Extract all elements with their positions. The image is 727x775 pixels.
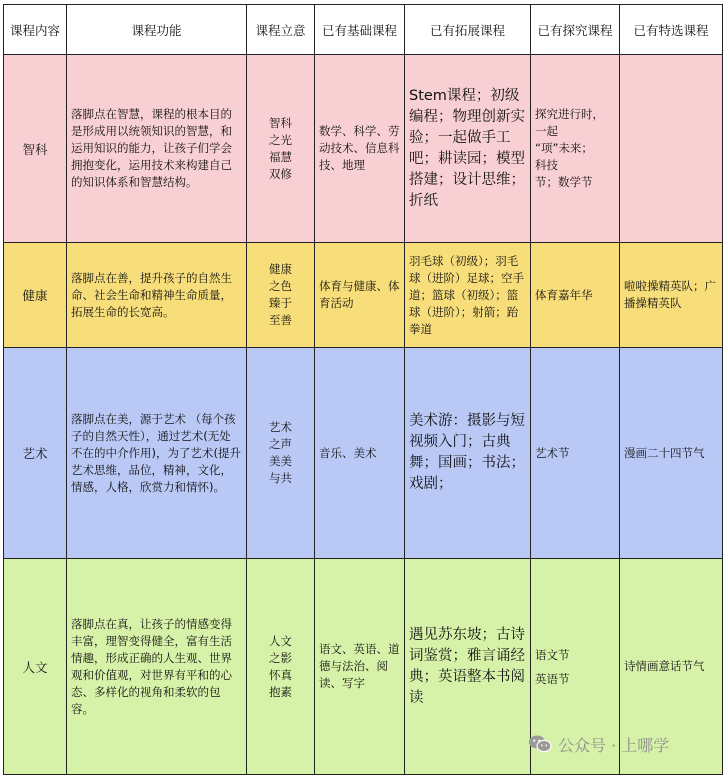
- header-inquiry: 已有探究课程: [531, 5, 620, 55]
- basic-cell: 语文、英语、道德与法治、阅读、写字: [315, 559, 405, 775]
- header-special: 已有特选课程: [620, 5, 723, 55]
- theme-cell: [247, 348, 315, 559]
- theme-line: 健康: [269, 262, 292, 276]
- extension-cell: Stem课程；初级编程；物理创新实验；一起做手工吧；耕读园；模型搭建；设计思维；折纸: [405, 55, 531, 243]
- function-cell: 落脚点在美，源于艺术 （每个孩子的自然天性），通过艺术(无处不在的中介作用)，为了艺术(提升艺术思维，品位，精神，文化，情感，人格，欣赏力和情怀)。: [67, 348, 247, 559]
- subject-cell: 智科: [4, 55, 67, 243]
- extension-cell: 美术游：摄影与短视频入门；古典舞；国画；书法；戏剧；: [405, 348, 531, 559]
- theme-line: 智科: [269, 115, 292, 130]
- inquiry-line: 体育嘉年华: [535, 287, 593, 302]
- inquiry-line: 探究进行时，: [535, 107, 604, 121]
- special-cell: 诗情画意话节气: [620, 559, 723, 775]
- theme-cell: [247, 243, 315, 348]
- theme-line: 福慧: [269, 149, 292, 164]
- inquiry-line: 英语节: [535, 671, 570, 686]
- theme-line: 美美: [269, 454, 292, 468]
- theme-line: 抱素: [269, 684, 292, 699]
- watermark: [528, 732, 669, 756]
- subject-cell: 人文: [4, 559, 67, 775]
- basic-cell: 体育与健康、体育活动: [315, 243, 405, 348]
- function-cell: 落脚点在智慧，课程的根本目的是形成用以统领知识的智慧，和运用知识的能力，让孩子们学会拥抱变化，运用技术来构建自己的知识体系和智慧结构。: [67, 55, 247, 243]
- special-cell: [620, 55, 723, 243]
- special-cell: 啦啦操精英队；广播操精英队: [620, 243, 723, 348]
- theme-line: 臻于: [269, 296, 292, 310]
- header-function: 课程功能: [67, 5, 247, 55]
- function-cell: 落脚点在真，让孩子的情感变得丰富，理智变得健全，富有生活情趣，形成正确的人生观、世界观和价值观，对世界有平和的心态、多样化的视角和柔软的包容。: [67, 559, 247, 775]
- wechat-icon: [528, 734, 552, 754]
- theme-line: 之色: [269, 279, 292, 293]
- subject-cell: 艺术: [4, 348, 67, 559]
- theme-line: 双修: [269, 166, 292, 181]
- theme-line: 与共: [269, 471, 292, 485]
- basic-cell: 音乐、美术: [315, 348, 405, 559]
- special-cell: 漫画二十四节气: [620, 348, 723, 559]
- inquiry-cell: [531, 55, 620, 243]
- theme-line: 之影: [269, 650, 292, 665]
- inquiry-line: 艺术节: [535, 445, 570, 460]
- function-cell: 落脚点在善，提升孩子的自然生命、社会生命和精神生命质量，拓展生命的长宽高。: [67, 243, 247, 348]
- theme-line: 之光: [269, 132, 292, 147]
- theme-line: 人文: [269, 633, 292, 648]
- inquiry-cell: [531, 348, 620, 559]
- theme-line: 之声: [269, 437, 292, 451]
- header-row: [4, 5, 723, 55]
- header-subject: 课程内容: [4, 5, 67, 55]
- table-row: [4, 348, 723, 559]
- inquiry-line: 节；数学节: [535, 175, 593, 189]
- theme-cell: [247, 559, 315, 775]
- theme-line: 艺术: [269, 420, 292, 434]
- inquiry-cell: [531, 243, 620, 348]
- header-extension: 已有拓展课程: [405, 5, 531, 55]
- table-row: [4, 243, 723, 348]
- inquiry-line: 科技: [535, 158, 558, 172]
- inquiry-line: “项”未来；: [535, 141, 593, 155]
- header-theme: 课程立意: [247, 5, 315, 55]
- watermark-text: 公众号 · 上哪学: [558, 735, 670, 755]
- table-row: [4, 55, 723, 243]
- subject-cell: 健康: [4, 243, 67, 348]
- curriculum-table: [3, 4, 723, 775]
- header-basic: 已有基础课程: [315, 5, 405, 55]
- theme-cell: [247, 55, 315, 243]
- theme-line: 怀真: [269, 667, 292, 682]
- inquiry-line: 语文节: [535, 647, 570, 662]
- extension-cell: 遇见苏东坡；古诗词鉴赏；雅言诵经典；英语整本书阅读: [405, 559, 531, 775]
- inquiry-line: 一起: [535, 124, 558, 138]
- theme-line: 至善: [269, 313, 292, 327]
- extension-cell: 羽毛球（初级）；羽毛球（进阶）足球；空手道；篮球（初级）；篮球（进阶）；射箭；跆拳道: [405, 243, 531, 348]
- basic-cell: 数学、科学、劳动技术、信息科技、地理: [315, 55, 405, 243]
